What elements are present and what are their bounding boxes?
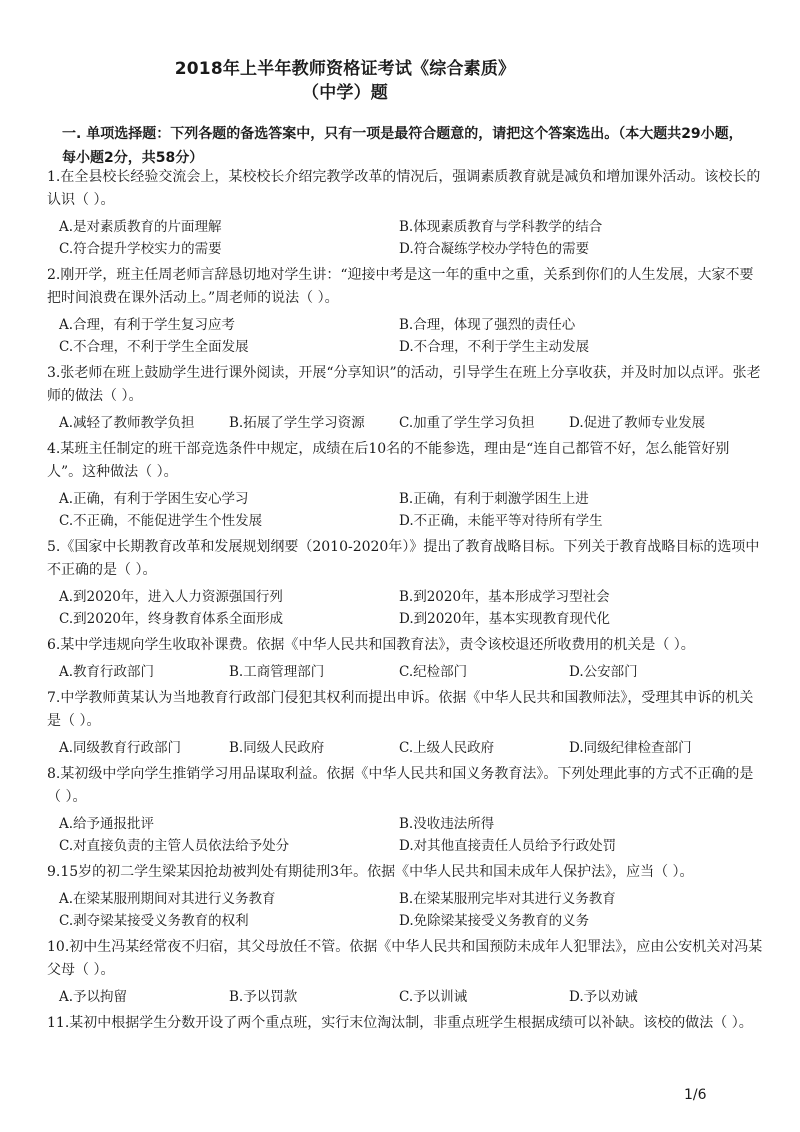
answer-option[interactable]: B.予以罚款 bbox=[229, 989, 298, 1005]
answer-options bbox=[47, 737, 763, 759]
question-stem: 10.初中生冯某经常夜不归宿，其父母放任不管。依据《中华人民共和国预防未成年人犯罪法》，应由公安机关对冯某父母（ ）。 bbox=[47, 939, 763, 978]
question-stem: 7.中学教师黄某认为当地教育行政部门侵犯其权利而提出申诉。依据《中华人民共和国教师法》，受理其申诉的机关是（ ）。 bbox=[47, 690, 754, 729]
answer-option[interactable]: D.予以劝诫 bbox=[569, 989, 638, 1005]
answer-option[interactable]: A.正确，有利于学困生安心学习 bbox=[59, 491, 249, 507]
question-stem: 3.张老师在班上鼓励学生进行课外阅读，开展“分享知识”的活动，引导学生在班上分享收获，并及时加以点评。张老师的做法（ ）。 bbox=[47, 365, 761, 404]
answer-options bbox=[47, 888, 763, 932]
question-item bbox=[47, 763, 763, 861]
option-row bbox=[59, 586, 763, 608]
answer-options bbox=[47, 488, 763, 532]
option-row bbox=[59, 813, 763, 835]
question-item bbox=[47, 634, 763, 687]
option-row bbox=[59, 835, 763, 857]
question-stem: 1.在全县校长经验交流会上，某校校长介绍完教学改革的情况后，强调素质教育就是减负和增加课外活动。该校长的认识（ ）。 bbox=[47, 169, 761, 208]
question-stem: 4.某班主任制定的班干部竞选条件中规定，成绩在后10名的不能参选，理由是“连自己都管不好，怎么能管好别人”。这种做法（ ）。 bbox=[47, 441, 730, 480]
exam-subtitle: （中学）题 bbox=[302, 83, 388, 103]
answer-option[interactable]: D.公安部门 bbox=[569, 664, 638, 680]
exam-title: 2018年上半年教师资格证考试《综合素质》 bbox=[174, 59, 516, 79]
option-row bbox=[59, 986, 763, 1008]
option-row bbox=[59, 488, 763, 510]
option-row bbox=[59, 216, 763, 238]
answer-option[interactable]: D.免除梁某接受义务教育的义务 bbox=[399, 913, 590, 929]
option-row bbox=[59, 661, 763, 683]
answer-option[interactable]: D.到2020年，基本实现教育现代化 bbox=[399, 611, 610, 627]
answer-option[interactable]: D.同级纪律检查部门 bbox=[569, 740, 692, 756]
question-stem: 5.《国家中长期教育改革和发展规划纲要（2010-2020年）》提出了教育战略目标。下列关于教育战略目标的选项中不正确的是（ ）。 bbox=[47, 539, 760, 578]
answer-option[interactable]: D.不合理，不利于学生主动发展 bbox=[399, 339, 590, 355]
answer-option[interactable]: A.同级教育行政部门 bbox=[59, 740, 182, 756]
answer-option[interactable]: B.在梁某服刑完毕对其进行义务教育 bbox=[399, 891, 616, 907]
question-item bbox=[47, 687, 763, 763]
question-list bbox=[47, 166, 763, 1039]
question-item bbox=[47, 166, 763, 264]
answer-option[interactable]: C.加重了学生学习负担 bbox=[399, 415, 535, 431]
page-number: 1/6 bbox=[684, 1087, 707, 1103]
question-item bbox=[47, 536, 763, 634]
option-row bbox=[59, 510, 763, 532]
answer-option[interactable]: A.到2020年，进入人力资源强国行列 bbox=[59, 589, 283, 605]
answer-option[interactable]: B.同级人民政府 bbox=[229, 740, 325, 756]
answer-option[interactable]: A.减轻了教师教学负担 bbox=[59, 415, 195, 431]
answer-option[interactable]: B.没收违法所得 bbox=[399, 816, 495, 832]
answer-option[interactable]: C.到2020年，终身教育体系全面形成 bbox=[59, 611, 283, 627]
answer-options bbox=[47, 661, 763, 683]
answer-options bbox=[47, 412, 763, 434]
answer-option[interactable]: D.促进了教师专业发展 bbox=[569, 415, 706, 431]
question-stem: 9.15岁的初二学生梁某因抢劫被判处有期徒刑3年。依据《中华人民共和国未成年人保护法》，应当（ ）。 bbox=[47, 864, 694, 880]
question-item bbox=[47, 861, 763, 936]
answer-option[interactable]: B.工商管理部门 bbox=[229, 664, 325, 680]
answer-option[interactable]: D.不正确，未能平等对待所有学生 bbox=[399, 513, 603, 529]
question-item bbox=[47, 438, 763, 536]
answer-option[interactable]: C.对直接负责的主管人员依法给予处分 bbox=[59, 838, 290, 854]
option-row bbox=[59, 336, 763, 358]
question-stem: 6.某中学违规向学生收取补课费。依据《中华人民共和国教育法》，责令该校退还所收费用的机关是（ ）。 bbox=[47, 637, 695, 653]
answer-option[interactable]: A.予以拘留 bbox=[59, 989, 128, 1005]
answer-options bbox=[47, 216, 763, 260]
answer-options bbox=[47, 813, 763, 857]
answer-option[interactable]: C.纪检部门 bbox=[399, 664, 468, 680]
answer-option[interactable]: A.教育行政部门 bbox=[59, 664, 155, 680]
answer-option[interactable]: C.剥夺梁某接受义务教育的权利 bbox=[59, 913, 249, 929]
answer-options bbox=[47, 314, 763, 358]
answer-option[interactable]: D.对其他直接责任人员给予行政处罚 bbox=[399, 838, 617, 854]
question-stem: 8.某初级中学向学生推销学习用品谋取利益。依据《中华人民共和国义务教育法》。下列处理此事的方式不正确的是（ ）。 bbox=[47, 766, 754, 805]
question-stem: 11.某初中根据学生分数开设了两个重点班，实行末位淘汰制，非重点班学生根据成绩可以补缺。该校的做法（ ）。 bbox=[47, 1015, 753, 1031]
answer-option[interactable]: B.到2020年，基本形成学习型社会 bbox=[399, 589, 610, 605]
answer-option[interactable]: B.正确，有利于刺激学困生上进 bbox=[399, 491, 589, 507]
question-item bbox=[47, 1012, 763, 1035]
option-row bbox=[59, 412, 763, 434]
answer-options bbox=[47, 586, 763, 630]
answer-option[interactable]: C.予以训诫 bbox=[399, 989, 468, 1005]
option-row bbox=[59, 608, 763, 630]
answer-option[interactable]: D.符合凝练学校办学特色的需要 bbox=[399, 241, 590, 257]
answer-option[interactable]: C.符合提升学校实力的需要 bbox=[59, 241, 222, 257]
option-row bbox=[59, 910, 763, 932]
answer-option[interactable]: C.不合理，不利于学生全面发展 bbox=[59, 339, 249, 355]
question-item bbox=[47, 264, 763, 362]
answer-option[interactable]: A.合理，有利于学生复习应考 bbox=[59, 317, 236, 333]
answer-option[interactable]: C.上级人民政府 bbox=[399, 740, 495, 756]
answer-options bbox=[47, 986, 763, 1008]
answer-option[interactable]: A.在梁某服刑期间对其进行义务教育 bbox=[59, 891, 276, 907]
option-row bbox=[59, 737, 763, 759]
question-item bbox=[47, 936, 763, 1012]
section-heading: 一. 单项选择题：下列各题的备选答案中，只有一项是最符合题意的，请把这个答案选出。（本大题共29小题，每小题2分，共58分） bbox=[62, 126, 743, 166]
question-item bbox=[47, 362, 763, 438]
answer-option[interactable]: B.合理，体现了强烈的责任心 bbox=[399, 317, 576, 333]
answer-option[interactable]: A.是对素质教育的片面理解 bbox=[59, 219, 222, 235]
answer-option[interactable]: A.给予通报批评 bbox=[59, 816, 155, 832]
question-stem: 2.刚开学，班主任周老师言辞恳切地对学生讲：“迎接中考是这一年的重中之重，关系到你们的人生发展，大家不要把时间浪费在课外活动上。”周老师的说法（ ）。 bbox=[47, 267, 754, 306]
option-row bbox=[59, 238, 763, 260]
option-row bbox=[59, 888, 763, 910]
answer-option[interactable]: B.拓展了学生学习资源 bbox=[229, 415, 365, 431]
answer-option[interactable]: C.不正确，不能促进学生个性发展 bbox=[59, 513, 263, 529]
answer-option[interactable]: B.体现素质教育与学科教学的结合 bbox=[399, 219, 603, 235]
option-row bbox=[59, 314, 763, 336]
